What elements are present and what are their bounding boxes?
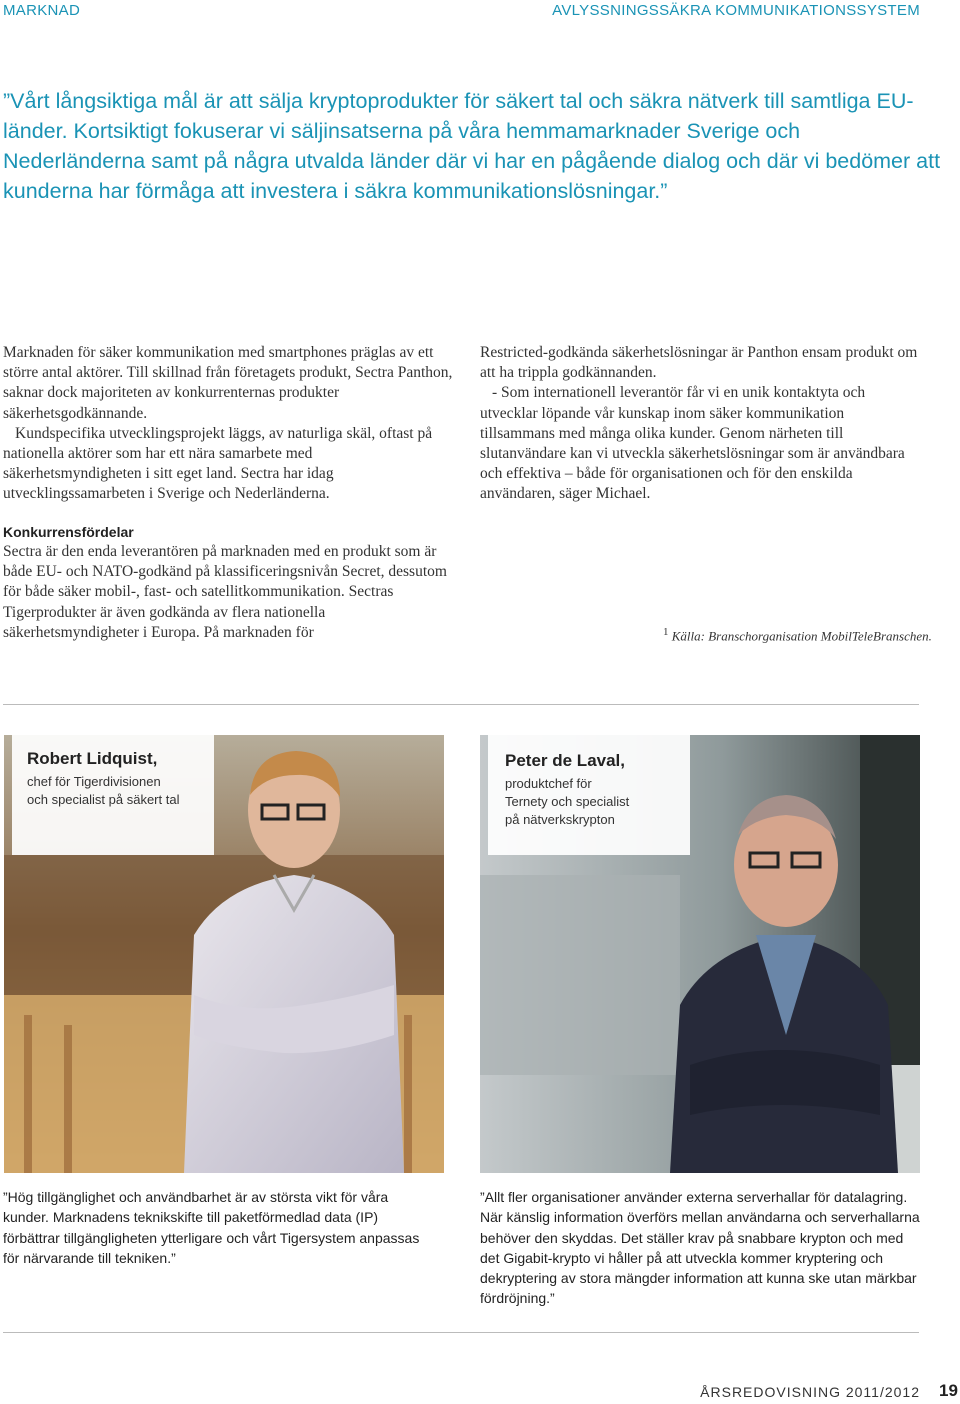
person-name: Robert Lidquist, [27,749,158,768]
page-number: 19 [939,1381,958,1400]
role-line: Ternety och specialist [505,794,630,809]
divider [3,704,919,705]
body-column-left [3,343,453,505]
konkurrens-text: Sectra är den enda leverantören på marknaden med en produkt som är både EU- och NATO-godkänd på klassificeringsnivån Secret, dessutom för både säker mobil-, fast- och satellitkommunikation. Sectras Tigerprodukter är även godkända av flera nationella säkerhetsmyndigheter i Europa. På marknaden för [3,543,447,641]
role-line: chef för Tigerdivisionen [27,774,161,789]
footnote-text: Källa: Branschorganisation MobilTeleBranschen. [671,628,932,644]
paragraph: Kundspecifika utvecklingsprojekt läggs, av naturliga skäl, oftast på nationella aktörer som har ett nära samarbete med säkerhetsmyndigheten i sitt eget land. Sectra har idag utvecklingssamarbeten i Sverige och Nederländerna. [3,424,433,503]
role-line: produktchef för [505,776,592,791]
paragraph: - Som internationell leverantör får vi en unik kontaktyta och utvecklar löpande vår kunskap inom säker kommunikation tillsammans med många olika kunder. Genom närheten till slutanvändare kan vi utveckla säkerhetslösningar som är användbara och effektiva – både för organisationen och för den enskilda användaren, säger Michael. [480,384,905,503]
person-role [27,773,214,809]
publication-label: ÅRSREDOVISNING 2011/2012 [700,1384,920,1400]
footnote [663,626,932,644]
portrait-robert [4,735,444,1173]
name-tag-peter [488,735,690,855]
person-role [505,775,690,829]
paragraph: Marknaden för säker kommunikation med smartphones präglas av ett större antal aktörer. Till skillnad från företagets produkt, Sectra Panthon, saknar dock majoriteten av konkurrenternas produkter säkerhetsgodkännande. [3,344,453,422]
portrait-peter [480,735,920,1173]
divider [3,1332,919,1333]
person-name: Peter de Laval, [505,751,626,770]
lead-quote: ”Vårt långsiktiga mål är att sälja kryptoprodukter för säkert tal och säkra nätverk till samtliga EU-länder. Kortsiktigt fokuserar vi säljinsatserna på våra hemmamarknader Sverige och Nederländerna samt på några utvalda länder där vi har en pågående dialog och där vi bedömer att kunderna har förmåga att investera i säkra kommunikationslösningar.” [3,89,941,203]
paragraph: Restricted-godkända säkerhetslösningar är Panthon ensam produkt om att ha trippla godkännanden. [480,344,918,382]
quote-peter: ”Allt fler organisationer använder externa serverhallar för datalagring. När känslig information överförs mellan användarna och serverhallarna behöver den skyddas. Det ställer krav på snabbare krypton och med det Gigabit-krypto vi håller på att utveckla kommer kryptering och dekryptering av stora mängder information att kunna ske utan märkbar fördröjning.” [480,1189,920,1307]
quote-robert: ”Hög tillgänglighet och användbarhet är av största vikt för våra kunder. Marknadens teknikskifte till paketförmedlad data (IP) förbättrar tillgängligheten ytterligare och vårt Tigersystem anpassas för närvarande till tekniken.” [3,1189,420,1266]
section-label: MARKNAD [3,2,81,19]
role-line: och specialist på säkert tal [27,792,180,807]
footnote-mark: 1 [663,626,669,638]
body-column-right [480,343,920,505]
topic-label: AVLYSSNINGSSÄKRA KOMMUNIKATIONSSYSTEM [552,2,920,19]
role-line: på nätverkskrypton [505,812,615,827]
name-tag-robert [12,735,214,855]
subheading: Konkurrensfördelar [3,524,134,540]
